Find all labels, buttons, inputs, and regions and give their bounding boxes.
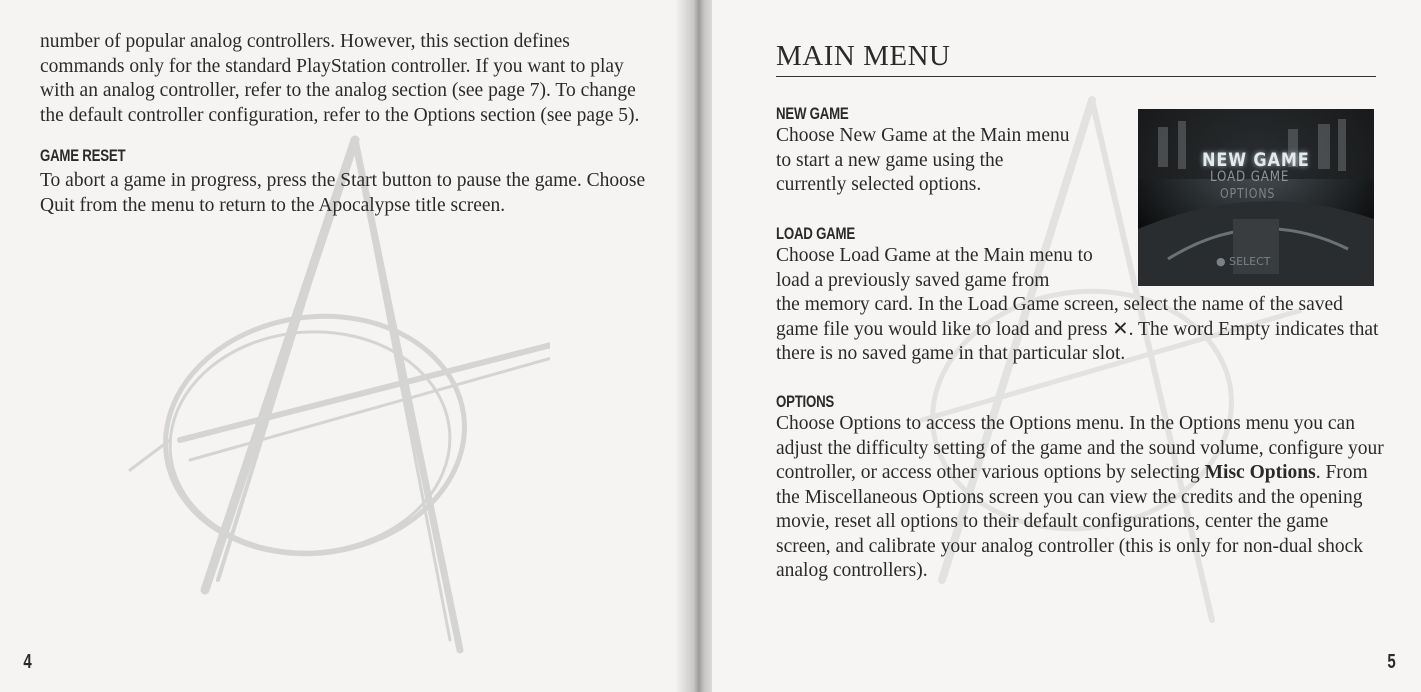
intro-paragraph: number of popular analog controllers. However, this section defines commands only for the standard PlayStation controller. If you want to play with an analog controller, refer to the analog section (see page 7). To change the default controller configuration, refer to the Options section (see page 5). (40, 31, 640, 126)
game-reset-text: To abort a game in progress, press the Start button to pause the game. Choose Quit from the menu to return to the Apocalypse title screen. (40, 170, 646, 216)
page-number-right: 5 (1387, 651, 1396, 673)
page-number-left: 4 (23, 651, 32, 673)
screenshot-menu-options: OPTIONS (1220, 187, 1276, 202)
right-page (712, 0, 1421, 692)
load-game-text: the memory card. In the Load Game screen, select the name of the saved game file you would like to load and press ✕. The word Empty indicates that there is no saved game in that particular slot. (776, 294, 1379, 364)
misc-options-label: Misc Options (1204, 462, 1316, 483)
new-game-heading: NEW GAME (776, 104, 849, 123)
circle-button-icon: ● (1216, 255, 1230, 268)
page-title: MAIN MENU (776, 40, 1376, 77)
left-page (0, 0, 700, 692)
load-game-heading: LOAD GAME (776, 224, 855, 243)
screenshot-menu-load-game: LOAD GAME (1210, 169, 1290, 185)
options-heading: OPTIONS (776, 392, 835, 411)
load-game-text-wrapped: Choose Load Game at the Main menu to load a previously saved game from (776, 245, 1093, 291)
screenshot-menu-new-game: NEW GAME (1202, 149, 1310, 171)
options-text (776, 412, 1386, 584)
options-text-part-2: . From the Miscellaneous Options screen you can view the credits and the opening movie, reset all options to their default configurations, center the game screen, and calibrate your analog controller (this is only for non-dual shock analog controllers). (776, 462, 1368, 581)
new-game-text: Choose New Game at the Main menu to start a new game using the currently selected options. (776, 125, 1070, 195)
options-text-part-1: Choose Options to access the Options menu. In the Options menu you can adjust the difficulty setting of the game and the sound volume, configure your controller, or access other various options by selecting (776, 413, 1384, 483)
game-reset-heading: GAME RESET (40, 146, 126, 165)
screenshot-select-label: SELECT (1229, 255, 1271, 268)
